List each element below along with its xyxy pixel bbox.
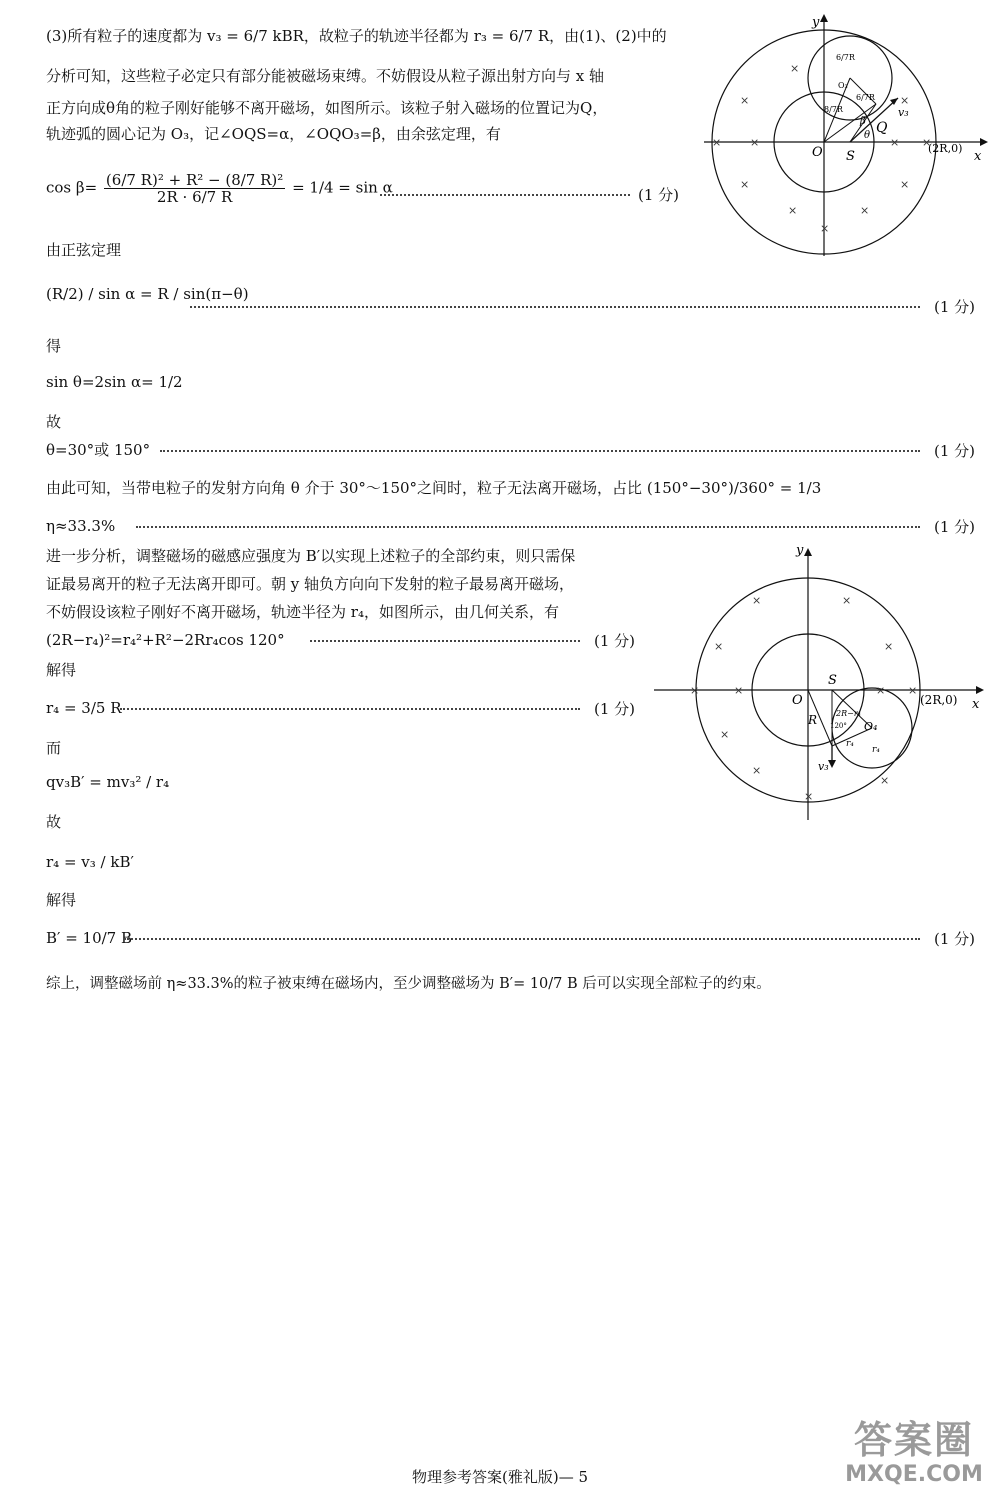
- d1-cross: ×: [788, 204, 798, 217]
- part3-line1: (3)所有粒子的速度都为 v₃ = 6/7 kBR，故粒子的轨迹半径都为 r₃ = 6/7 R，由(1)、(2)中的: [46, 27, 667, 45]
- jiede-label-1: 解得: [46, 661, 77, 679]
- watermark-logo: [834, 1418, 994, 1502]
- part3-line3: 正方向成θ角的粒子刚好能够不离开磁场，如图所示。该粒子射入磁场的位置记为Q，: [46, 99, 608, 117]
- d1-r67a: 6/7R: [836, 53, 855, 62]
- d1-theta: θ: [864, 130, 871, 141]
- d1-r67b: 6/7R: [856, 93, 875, 102]
- ratio-sentence: 由此可知，当带电粒子的发射方向角 θ 介于 30°～150°之间时，粒子无法离开磁场，占比: [46, 479, 643, 497]
- score-r4: (1 分): [594, 700, 636, 718]
- d2-cross: ×: [804, 790, 814, 803]
- d1-s-label: S: [846, 149, 855, 164]
- d2-cross: ×: [690, 684, 700, 697]
- d2-r-label: R: [808, 713, 818, 727]
- score-sine: (1 分): [934, 298, 976, 316]
- part3-line2: 分析可知，这些粒子必定只有部分能被磁场束缚。不妨假设从粒子源出射方向与 x 轴: [46, 67, 604, 85]
- d2-o4-label: O₄: [864, 720, 878, 733]
- further-line3: 不妨假设该粒子刚好不离开磁场，轨迹半径为 r₄，如图所示，由几何关系，有: [46, 603, 559, 621]
- part3-line4: 轨迹弧的圆心记为 O₃，记∠OQS=α，∠OQO₃=β，由余弦定理，有: [46, 125, 501, 143]
- cos-lhs: cos β=: [46, 178, 98, 197]
- d1-cross: ×: [890, 136, 900, 149]
- d2-cross: ×: [734, 684, 744, 697]
- r4-eq: r₄ = 3/5 R: [46, 699, 122, 717]
- d1-cross: ×: [900, 94, 910, 107]
- cos-beta-equation: [46, 172, 393, 205]
- d1-cross: ×: [712, 136, 722, 149]
- d1-cross: ×: [922, 136, 932, 149]
- b-prime-eq: B′ = 10/7 B: [46, 929, 133, 947]
- d1-cross: ×: [790, 62, 800, 75]
- further-eq: (2R−r₄)²=r₄²+R²−2Rr₄cos 120°: [46, 631, 285, 649]
- further-line2: 证最易离开的粒子无法离开即可。朝 y 轴负方向向下发射的粒子最易离开磁场，: [46, 575, 575, 593]
- er-label: 而: [46, 739, 62, 757]
- d2-cross: ×: [720, 728, 730, 741]
- d2-y-label: y: [796, 543, 804, 558]
- d2-cross: ×: [752, 764, 762, 777]
- ratio-text: [46, 478, 821, 498]
- d1-beta: β: [860, 116, 866, 127]
- cos-mid: = 1/4 = sin α: [292, 178, 393, 197]
- d1-y-label: y: [812, 15, 820, 30]
- d2-cross: ×: [876, 684, 886, 697]
- score-eta: (1 分): [934, 518, 976, 536]
- d1-cross: ×: [740, 178, 750, 191]
- d2-point-label: (2R,0): [920, 693, 958, 707]
- d1-cross: ×: [740, 94, 750, 107]
- d1-cross: ×: [820, 222, 830, 235]
- d1-origin: O: [812, 145, 823, 160]
- cos-fraction: [104, 172, 285, 205]
- d2-cross: ×: [842, 594, 852, 607]
- d1-point-label: (2R,0): [928, 142, 963, 155]
- sine-law-eq: (R/2) / sin α = R / sin(π−θ): [46, 285, 249, 303]
- page-footer: 物理参考答案(雅礼版)— 5: [411, 1468, 589, 1486]
- diagram-2: [650, 538, 988, 826]
- d1-x-label: x: [974, 149, 982, 164]
- sin-theta-eq: sin θ=2sin α= 1/2: [46, 373, 183, 391]
- summary: 综上，调整磁场前 η≈33.3%的粒子被束缚在磁场内，至少调整磁场为 B′= 10/7 B 后可以实现全部粒子的约束。: [46, 976, 771, 992]
- score-further: (1 分): [594, 632, 636, 650]
- d2-r4a: r₄: [846, 739, 854, 749]
- d2-cross: ×: [884, 640, 894, 653]
- cos-denominator: 2R · 6/7 R: [156, 188, 233, 206]
- d1-o3: O₃: [838, 81, 848, 90]
- gu-label-1: 故: [46, 413, 62, 431]
- d2-origin: O: [792, 693, 803, 708]
- d1-cross: ×: [750, 136, 760, 149]
- d1-q-label: Q: [876, 120, 888, 136]
- d2-v-label: v₃: [818, 760, 829, 773]
- d2-cross: ×: [908, 684, 918, 697]
- de-label: 得: [46, 337, 62, 355]
- score-cos: (1 分): [638, 186, 680, 204]
- theta-eq: θ=30°或 150°: [46, 441, 151, 459]
- r4-kb-eq: r₄ = v₃ / kB′: [46, 853, 134, 871]
- sine-law-label: 由正弦定理: [46, 241, 122, 259]
- gu-label-2: 故: [46, 813, 62, 831]
- d1-cross: ×: [900, 178, 910, 191]
- score-b-prime: (1 分): [934, 930, 976, 948]
- d2-x-label: x: [972, 697, 980, 712]
- watermark-bottom: MXQE.COM: [845, 1462, 983, 1487]
- jiede-label-2: 解得: [46, 891, 77, 909]
- d2-r4b: r₄: [872, 745, 880, 755]
- d1-r87: 8/7R: [824, 105, 843, 114]
- d2-cross: ×: [752, 594, 762, 607]
- cos-numerator: (6/7 R)² + R² − (8/7 R)²: [105, 171, 284, 189]
- ratio-eq: (150°−30°)/360° = 1/3: [646, 479, 822, 497]
- watermark-top: 答案圈: [853, 1418, 974, 1462]
- d2-s-label: S: [828, 673, 837, 688]
- further-line1: 进一步分析，调整磁场的磁感应强度为 B′以实现上述粒子的全部约束，则只需保: [46, 547, 576, 565]
- score-theta: (1 分): [934, 442, 976, 460]
- eta-eq: η≈33.3%: [46, 517, 116, 535]
- lorentz-eq: qv₃B′ = mv₃² / r₄: [46, 773, 170, 791]
- d1-cross: ×: [860, 204, 870, 217]
- d1-v-label: v₃: [898, 106, 909, 119]
- d2-cross: ×: [714, 640, 724, 653]
- d2-angle-label: 120°: [830, 722, 847, 730]
- d2-d-label: 2R−r₄: [836, 709, 861, 718]
- d2-cross: ×: [880, 774, 890, 787]
- diagram-1: [700, 8, 992, 260]
